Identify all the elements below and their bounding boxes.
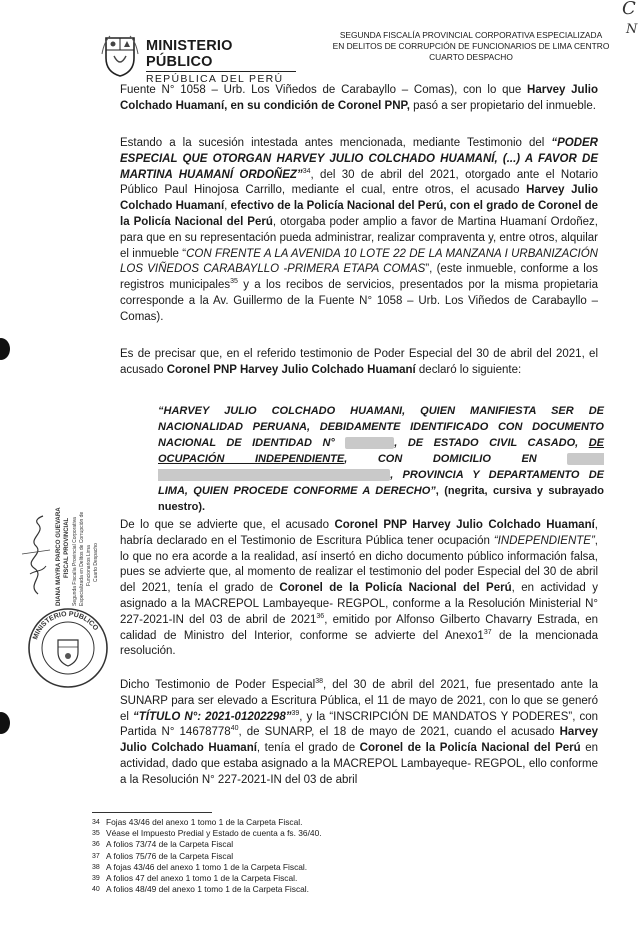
text: ”, (este inmueble, conforme a los registros municipales	[120, 263, 599, 292]
footnote-divider	[92, 812, 212, 813]
footnote-text: A folios 75/76 de la Carpeta Fiscal	[106, 850, 234, 861]
logo-subtitle: REPÚBLICA DEL PERÚ	[146, 73, 284, 85]
footnote-number: 39	[92, 875, 100, 883]
footnote	[92, 828, 492, 839]
footnote-text: A fojas 43/46 del anexo 1 tomo 1 de la Carpeta Fiscal.	[106, 861, 308, 872]
footnote	[92, 817, 492, 828]
bold-text: Harvey Julio Colchado Huamaní	[120, 726, 598, 755]
text: , en actividad y asignado a la MACREPOL Lambayeque- REGPOL, conforme a la Resolución Ministerial N° 227-2021-IN del 03 de abril de 2021	[120, 582, 598, 626]
svg-text:MINISTERIO PÚBLICO	[32, 610, 99, 641]
text: , de SUNARP, el 18 de mayo de 2021, cuando el acusado	[238, 726, 560, 739]
emphasis-note: , (negrita, cursiva y subrayado nuestro).	[158, 485, 604, 513]
text: Es de precisar que, en el referido testimonio de Poder Especial del 30 de abril del 2021, el acusado	[120, 348, 598, 376]
redacted-text	[345, 437, 394, 449]
text: , emitido por Alfonso Gilberto Chavarry Estrada, en calidad de Ministro del Interior, conforme se advierte del Anexo1	[120, 613, 598, 642]
footnotes	[92, 817, 492, 895]
footnote-ref: 34	[302, 167, 311, 175]
seal-text: MINISTERIO PÚBLICO	[32, 610, 100, 641]
logo-divider	[146, 71, 296, 72]
text: , del 30 de abril del 2021, fue presentado ante la SUNARP para ser elevado a Escritura Pública, el 11 de mayo de 2021, con lo que se generó el	[120, 679, 599, 723]
footnote-number: 34	[92, 819, 100, 826]
handwritten-signature	[16, 514, 56, 596]
bold-text: efectivo de la Policía Nacional del Perú, con el grado de Coronel de la Policía Nacional del Perú	[120, 200, 599, 228]
footnote-ref: 37	[483, 628, 492, 636]
paragraph-intro	[120, 83, 598, 115]
paragraph-sunarp	[120, 678, 598, 789]
paragraph-declaration-intro	[120, 347, 598, 379]
text: , PROVINCIA Y DEPARTAMENTO DE LIMA, QUIEN PROCEDE CONFORME A DERECHO”	[158, 469, 604, 497]
office-heading-line: SEGUNDA FISCALÍA PROVINCIAL CORPORATIVA ESPECIALIZADA	[339, 30, 603, 40]
punch-hole	[0, 712, 10, 734]
coat-of-arms-icon	[100, 34, 140, 78]
underlined-text: DE OCUPACIÓN INDEPENDIENTE	[158, 437, 605, 465]
footnote	[92, 851, 492, 862]
text: “HARVEY JULIO COLCHADO HUAMANI, QUIEN MANIFIESTA SER DE NACIONALIDAD PERUANA, DEBIDAMENTE IDENTIFICADO CON DOCUMENTO NACIONAL DE IDENTIDAD N°	[158, 405, 604, 449]
footnote	[92, 862, 492, 873]
italic-text: CON FRENTE A LA AVENIDA 10 LOTE 22 DE LA MANZANA I URBANIZACIÓN LOS VIÑEDOS CARABAYLLO -PRIMERA ETAPA COMAS	[120, 247, 598, 276]
bold-text: Harvey Julio Colchado Huamaní, en su condición de Coronel PNP,	[120, 84, 598, 112]
text: pasó a ser propietario del inmueble.	[409, 99, 596, 112]
text: , DE ESTADO CIVIL CASADO,	[394, 437, 589, 449]
stamp-line: Funcionarios Lima	[86, 545, 92, 586]
stamp-line: Segunda Fiscalía Provincial Corporativa	[72, 517, 78, 606]
office-heading-line: EN DELITOS DE CORRUPCIÓN DE FUNCIONARIOS DE LIMA CENTRO	[332, 41, 610, 51]
text: De lo que se advierte que, el acusado	[120, 519, 335, 531]
footnote-ref: 36	[316, 612, 325, 620]
text: ,	[224, 200, 231, 213]
footnote	[92, 839, 492, 850]
footnote-ref: 35	[230, 278, 238, 286]
footnote	[92, 884, 492, 895]
footnote-number: 35	[92, 830, 100, 838]
footnote-text: A folios 73/74 de la Carpeta Fiscal	[106, 839, 234, 850]
paragraph-power-of-attorney	[120, 136, 598, 326]
logo-title: MINISTERIO PÚBLICO	[146, 38, 233, 70]
text: en actividad, dado que estaba asignado a la MACREPOL Lambayeque- REGPOL, ello conforme a la Resolución N° 227-2021-IN del 03 de abril	[120, 742, 599, 786]
stamp-line: Cuarto Despacho	[93, 543, 99, 582]
text: Dicho Testimonio de Poder Especial	[120, 679, 316, 691]
footnote-text: Fojas 43/46 del anexo 1 tomo 1 de la Carpeta Fiscal.	[106, 817, 303, 827]
prosecutor-stamp	[54, 492, 108, 610]
footnote-ref: 39	[291, 709, 300, 717]
bold-italic-text: “PODER ESPECIAL QUE OTORGAN HARVEY JULIO COLCHADO HUAMANÍ, (...) A FAVOR DE MARTINA HUAMANÍ ORDOÑEZ”	[120, 137, 598, 181]
text: , otorgaba poder amplio a favor de Martina Huamaní Ordoñez, para que en su representación pueda administrar, realizar compraventa y, entre otros, alquilar el inmueble “	[120, 215, 598, 260]
office-heading-line: CUARTO DESPACHO	[429, 52, 513, 62]
text: , habría declarado en el Testimonio de Escritura Pública tener ocupación	[120, 519, 598, 547]
bold-italic-text: “TÍTULO N°: 2021-01202298”	[133, 710, 292, 723]
bold-text: Coronel PNP Harvey Julio Colchado Huamaní	[334, 519, 595, 531]
office-heading	[330, 30, 612, 63]
text: de la mencionada resolución.	[120, 629, 598, 658]
footnote-number: 37	[92, 852, 100, 860]
bold-text: Coronel de la Policía Nacional del Perú	[279, 582, 512, 595]
bold-text: Coronel PNP Harvey Julio Colchado Huamaní	[166, 363, 416, 376]
corner-handwritten-mark: N	[626, 22, 638, 37]
paragraph-false-information	[120, 518, 598, 660]
text: Fuente N° 1058 – Urb. Los Viñedos de Carabayllo – Comas), con lo que	[120, 84, 528, 96]
text: , del 30 de abril del 2021, otorgado ante el Notario Público Paul Hinojosa Carrillo, mediante el cual, entre otros, el acusado	[120, 168, 598, 197]
footnote-number: 36	[92, 841, 100, 849]
punch-hole	[0, 338, 10, 360]
footnote-text: A folios 48/49 del anexo 1 tomo 1 de la Carpeta Fiscal.	[106, 884, 309, 895]
stamp-line: FISCAL PROVINCIAL	[64, 517, 70, 578]
text: , lo que no era acorde a la realidad, así insertó en dicho documento público información falsa, pues se advierte que, al momento de realizar el testimonio del poder Especial del 30 de abril del 2021, tenía el grado de	[120, 534, 598, 595]
footnote-number: 40	[92, 886, 100, 894]
text: y a los recibos de servicios, presentados por la misma propietaria corresponde a la Av. Guillermo de la Fuente N° 1058 – Urb. Los Viñedos de Carabayllo – Comas).	[120, 279, 599, 323]
quoted-declaration	[158, 403, 604, 515]
text: declaró lo siguiente:	[415, 363, 522, 376]
text: , y la “INSCRIPCIÓN DE MANDATOS Y PODERES”, con Partida N° 14678778	[120, 710, 598, 739]
bold-text: Coronel de la Policía Nacional del Perú	[359, 742, 581, 755]
footnote	[92, 873, 492, 884]
text: , CON DOMICILIO EN	[344, 453, 568, 465]
stamp-line: Especializada en Delitos de Corrupción de	[79, 511, 85, 606]
text: Estando a la sucesión intestada antes mencionada, mediante Testimonio del	[120, 137, 552, 149]
italic-text: “INDEPENDIENTE”	[493, 534, 595, 547]
stamp-line: DIANA MAYRA PARCO GUEVARA	[55, 507, 62, 606]
corner-handwritten-mark: C	[622, 0, 636, 19]
footnote-number: 38	[92, 863, 100, 871]
footnote-ref: 40	[230, 725, 239, 733]
footnote-text: Véase el Impuesto Predial y Estado de cuenta a fs. 36/40.	[106, 828, 322, 839]
text: , tenía el grado de	[256, 742, 360, 755]
official-seal	[26, 606, 110, 690]
bold-text: Harvey Julio Colchado Huamaní	[120, 184, 598, 213]
footnote-text: A folios 47 del anexo 1 tomo 1 de la Carpeta Fiscal.	[106, 873, 298, 884]
institution-logo	[146, 38, 296, 86]
footnote-ref: 38	[315, 678, 323, 686]
